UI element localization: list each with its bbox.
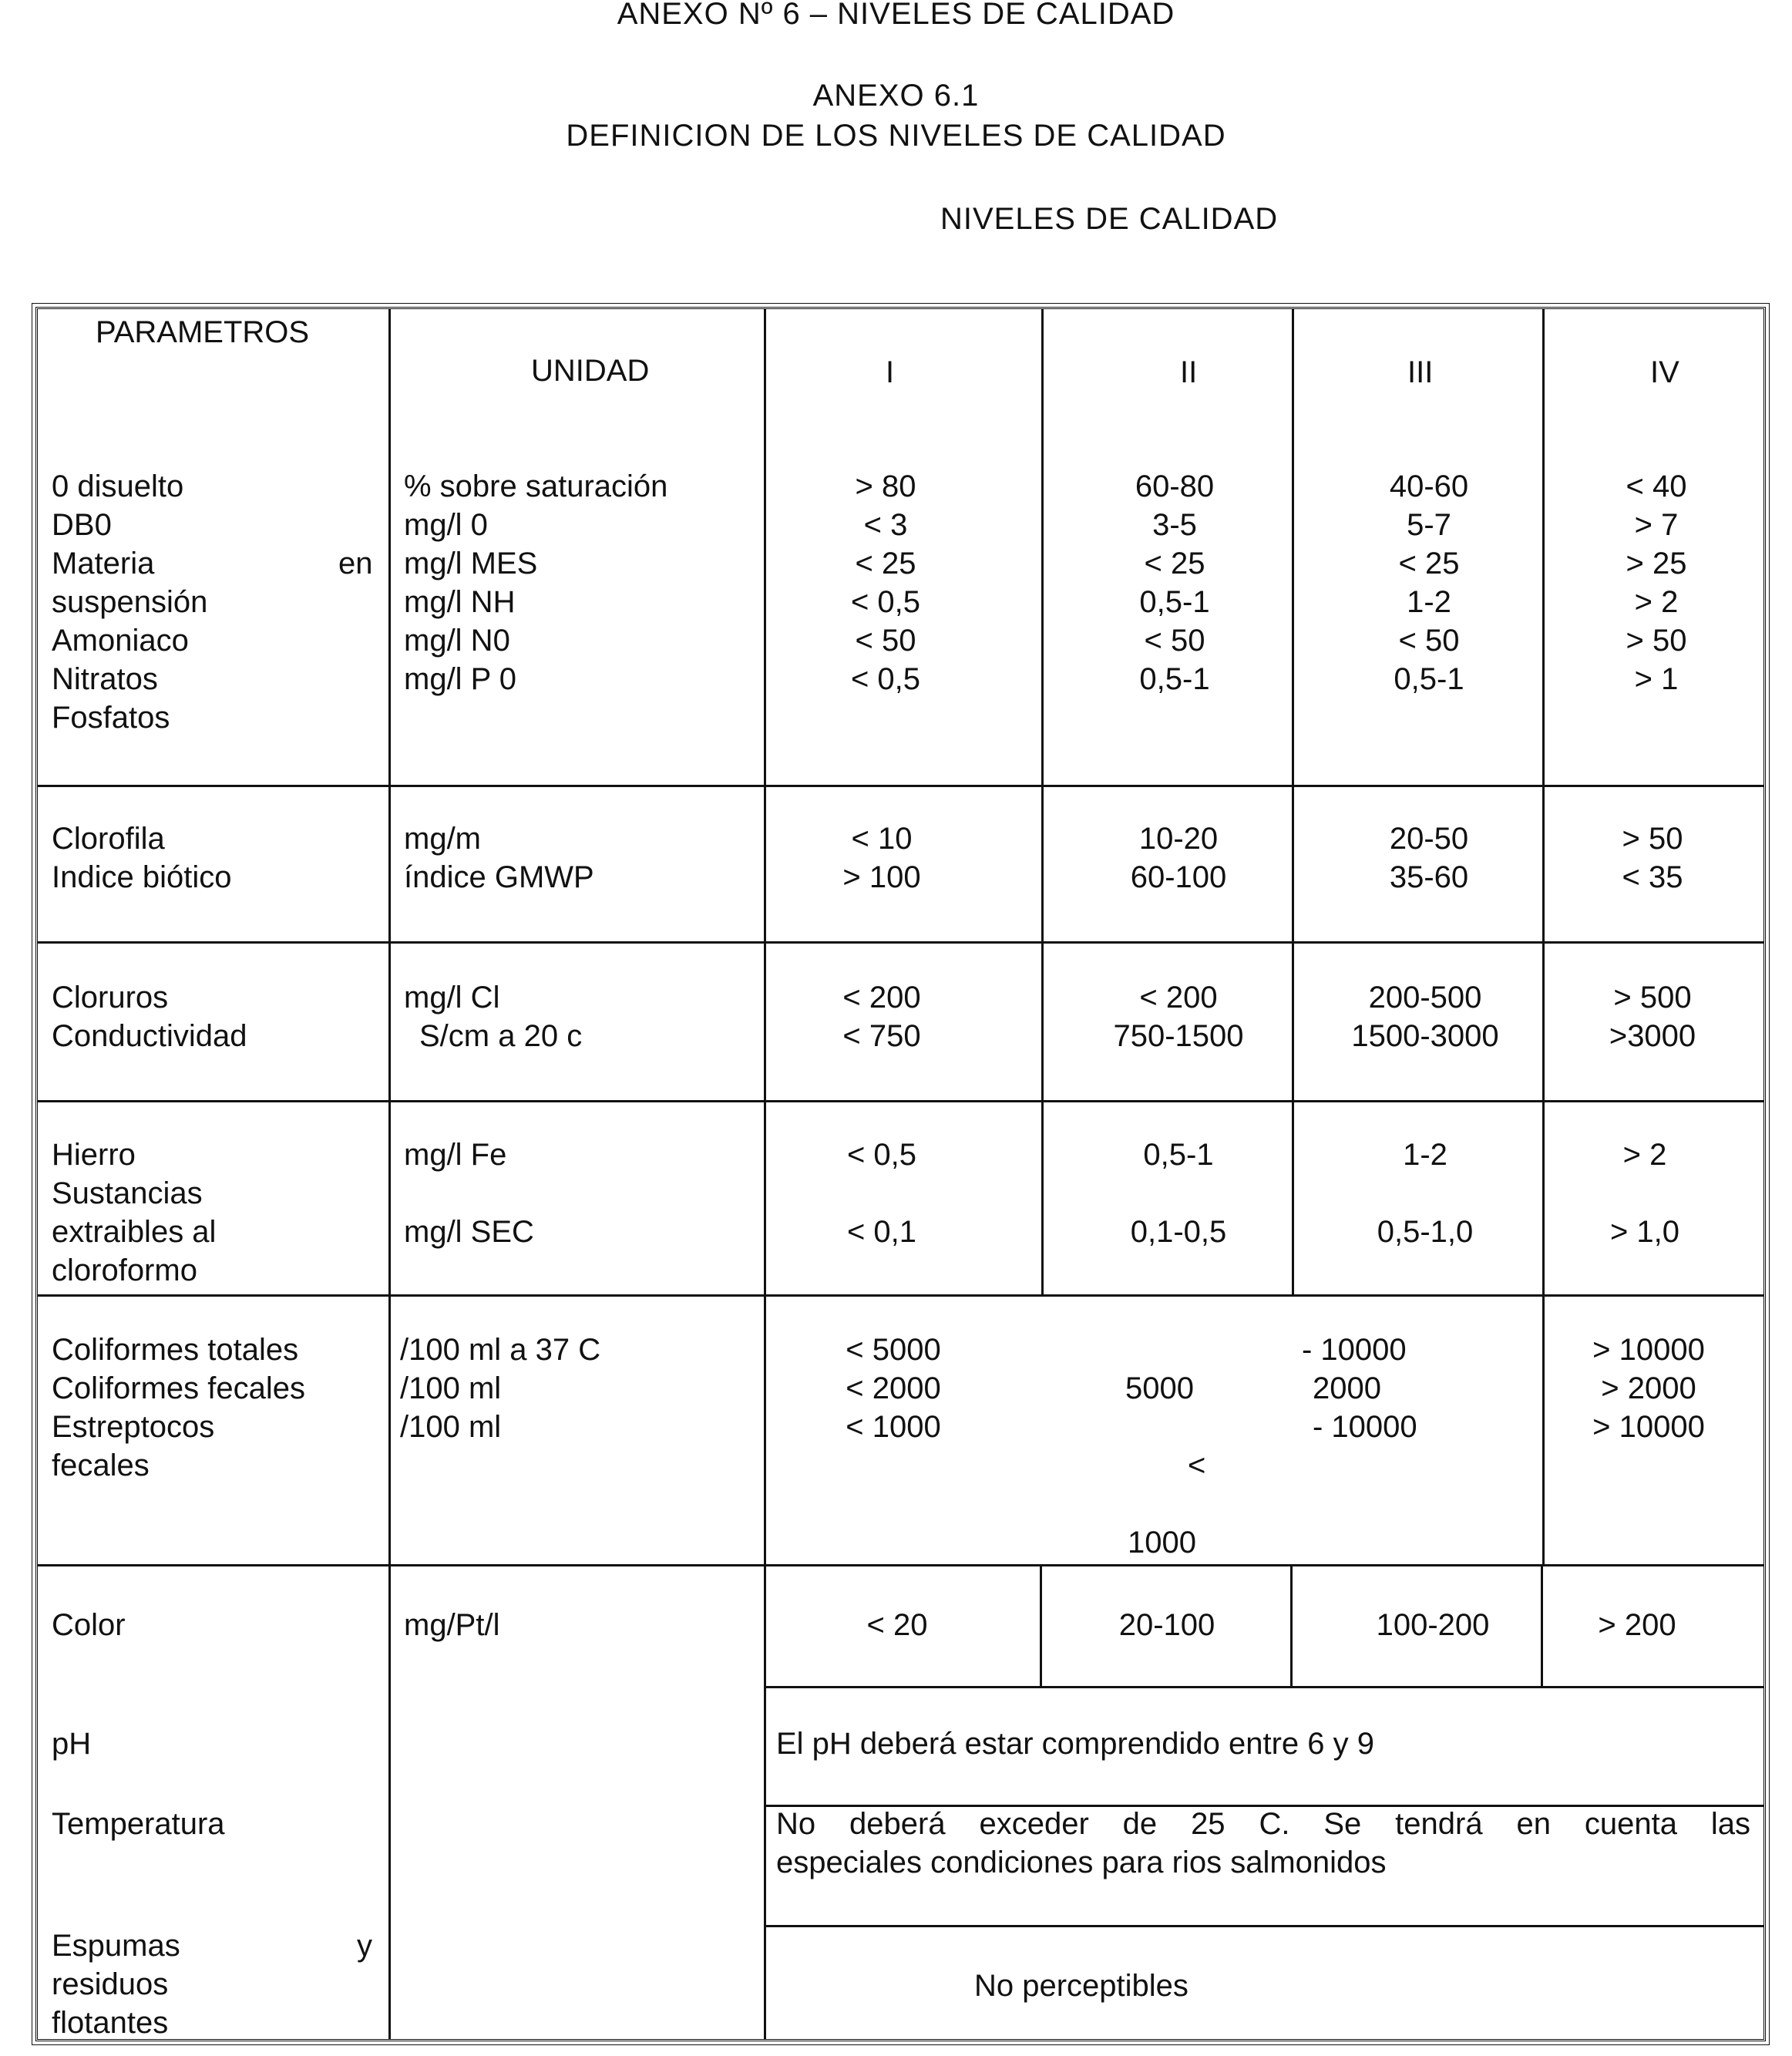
level-value: 10-20 — [1138, 822, 1219, 856]
level-value: > 2 — [1634, 585, 1679, 619]
column-line — [1542, 309, 1545, 1566]
level-value: < 2000 — [846, 1371, 941, 1405]
level-value: > 100 — [842, 860, 921, 894]
column-line — [764, 309, 766, 2039]
level-value: > 25 — [1626, 547, 1687, 580]
level-value: 1500-3000 — [1351, 1019, 1499, 1053]
level-value: < 50 — [855, 624, 916, 658]
header-l2-label: II — [1180, 355, 1198, 389]
level-value: < 0,1 — [846, 1215, 917, 1249]
param-fecales: fecales — [52, 1449, 150, 1482]
merged-value: < — [1188, 1449, 1206, 1482]
level-value: > 500 — [1613, 981, 1692, 1015]
header-param-label: PARAMETROS — [96, 315, 310, 349]
param-espumas-y: y — [357, 1929, 372, 1963]
param-oxygen: 0 disuelto — [52, 469, 184, 503]
unit-value: mg/l P 0 — [404, 662, 516, 696]
param-conductividad: Conductividad — [52, 1019, 247, 1053]
level-value: 0,1-0,5 — [1130, 1215, 1227, 1249]
level-value: > 2000 — [1601, 1371, 1696, 1405]
level-value: < 20 — [866, 1608, 928, 1642]
param-cloroformo: cloroformo — [52, 1253, 197, 1287]
unit-value: mg/l 0 — [404, 508, 488, 542]
param-hierro: Hierro — [52, 1138, 136, 1172]
level-value: < 50 — [1144, 624, 1205, 658]
level-value: 1-2 — [1403, 1138, 1447, 1172]
merged-value: 1000 — [1128, 1526, 1196, 1560]
definition-title: DEFINICION DE LOS NIVELES DE CALIDAD — [566, 119, 1226, 153]
header-l1-label: I — [886, 355, 895, 389]
levels-heading: NIVELES DE CALIDAD — [940, 202, 1279, 236]
level-value: 0,5-1 — [1139, 585, 1210, 619]
level-value: > 1 — [1634, 662, 1679, 696]
param-espumas: Espumas — [52, 1929, 180, 1963]
unit-value: mg/l Cl — [404, 981, 500, 1015]
unit-value: mg/l SEC — [404, 1215, 534, 1249]
level-value: 40-60 — [1389, 469, 1469, 503]
param-suspension: suspensión — [52, 585, 208, 619]
column-line — [1040, 1566, 1042, 1686]
unit-value: /100 ml a 37 C — [400, 1333, 601, 1367]
level-value: > 50 — [1622, 822, 1683, 856]
level-value: 20-50 — [1389, 822, 1469, 856]
level-value: < 200 — [1139, 981, 1218, 1015]
level-value: < 5000 — [846, 1333, 941, 1367]
foam-requirement: No perceptibles — [974, 1969, 1189, 2003]
level-value: 60-100 — [1130, 860, 1227, 894]
merged-value: 5000 — [1125, 1371, 1194, 1405]
merged-value: - 10000 — [1313, 1410, 1417, 1444]
level-value: 5-7 — [1407, 508, 1451, 542]
annex-title: ANEXO Nº 6 – NIVELES DE CALIDAD — [617, 0, 1175, 31]
param-residuos: residuos — [52, 1967, 169, 2001]
level-value: < 40 — [1626, 469, 1687, 503]
level-value: > 80 — [855, 469, 916, 503]
unit-value: mg/m — [404, 822, 481, 856]
param-dbo: DB0 — [52, 508, 112, 542]
level-value: < 25 — [855, 547, 916, 580]
level-value: > 1,0 — [1609, 1215, 1680, 1249]
level-value: 0,5-1 — [1139, 662, 1210, 696]
level-value: < 25 — [1398, 547, 1460, 580]
quality-levels-table — [35, 307, 1766, 2041]
level-value: < 200 — [842, 981, 921, 1015]
unit-value: /100 ml — [400, 1410, 502, 1444]
temperature-requirement-line2: especiales condiciones para rios salmonidos — [776, 1846, 1387, 1879]
level-value: 750-1500 — [1113, 1019, 1244, 1053]
param-coliformes-totales: Coliformes totales — [52, 1333, 299, 1367]
column-line — [1041, 309, 1044, 1297]
row-line — [764, 1925, 1763, 1927]
temperature-requirement-line1: No deberá exceder de 25 C. Se tendrá en cuenta las — [776, 1807, 1750, 1841]
merged-value: - 10000 — [1302, 1333, 1407, 1367]
row-group-4 — [38, 1102, 1763, 1297]
unit-value: mg/Pt/l — [404, 1608, 500, 1642]
param-nitratos: Nitratos — [52, 662, 158, 696]
param-materia: Materia — [52, 547, 155, 580]
unit-value: S/cm a 20 c — [419, 1019, 583, 1053]
level-value: < 10 — [851, 822, 913, 856]
unit-value: mg/l MES — [404, 547, 538, 580]
header-l3-label: III — [1407, 355, 1434, 389]
unit-value: índice GMWP — [404, 860, 594, 894]
header-l4-label: IV — [1650, 355, 1679, 389]
level-value: >3000 — [1609, 1019, 1696, 1053]
param-clorofila: Clorofila — [52, 822, 165, 856]
ph-requirement: El pH deberá estar comprendido entre 6 y 9 — [776, 1727, 1374, 1761]
level-value: 3-5 — [1152, 508, 1197, 542]
column-line — [1541, 1566, 1543, 1686]
level-value: < 750 — [842, 1019, 921, 1053]
level-value: < 0,5 — [850, 662, 921, 696]
level-value: < 1000 — [846, 1410, 941, 1444]
level-value: 1-2 — [1407, 585, 1451, 619]
param-flotantes: flotantes — [52, 2006, 169, 2040]
unit-value: % sobre saturación — [404, 469, 668, 503]
param-indice-biotico: Indice biótico — [52, 860, 232, 894]
level-value: > 10000 — [1592, 1333, 1705, 1367]
level-value: 200-500 — [1368, 981, 1482, 1015]
column-line — [1290, 1566, 1293, 1686]
row-line — [764, 1686, 1763, 1688]
unit-value: mg/l Fe — [404, 1138, 507, 1172]
level-value: 60-80 — [1135, 469, 1215, 503]
unit-value: mg/l NH — [404, 585, 516, 619]
column-line — [388, 309, 391, 2039]
level-value: < 50 — [1398, 624, 1460, 658]
level-value: > 2 — [1622, 1138, 1667, 1172]
param-fosfatos: Fosfatos — [52, 701, 170, 735]
param-cloruros: Cloruros — [52, 981, 169, 1015]
level-value: < 25 — [1144, 547, 1205, 580]
level-value: < 3 — [863, 508, 908, 542]
level-value: > 200 — [1598, 1608, 1676, 1642]
level-value: > 7 — [1634, 508, 1679, 542]
param-sustancias: Sustancias — [52, 1176, 203, 1210]
param-ph: pH — [52, 1727, 92, 1761]
level-value: 20-100 — [1118, 1608, 1215, 1642]
merged-value: 2000 — [1313, 1371, 1381, 1405]
param-color: Color — [52, 1608, 126, 1642]
column-line — [1292, 309, 1294, 1297]
param-materia-en: en — [338, 547, 373, 580]
level-value: 0,5-1,0 — [1377, 1215, 1474, 1249]
level-value: 100-200 — [1376, 1608, 1490, 1642]
param-amoniaco: Amoniaco — [52, 624, 189, 658]
param-estreptocos: Estreptocos — [52, 1410, 215, 1444]
unit-value: mg/l N0 — [404, 624, 510, 658]
level-value: 0,5-1 — [1143, 1138, 1214, 1172]
level-value: 35-60 — [1389, 860, 1469, 894]
level-value: 0,5-1 — [1394, 662, 1464, 696]
level-value: < 35 — [1622, 860, 1683, 894]
subannex-title: ANEXO 6.1 — [812, 79, 980, 113]
level-value: > 50 — [1626, 624, 1687, 658]
param-coliformes-fecales: Coliformes fecales — [52, 1371, 306, 1405]
header-unit-label: UNIDAD — [531, 354, 650, 388]
level-value: < 0,5 — [850, 585, 921, 619]
unit-value: /100 ml — [400, 1371, 502, 1405]
level-value: < 0,5 — [846, 1138, 917, 1172]
level-value: > 10000 — [1592, 1410, 1705, 1444]
param-temperatura: Temperatura — [52, 1807, 225, 1841]
param-extraibles: extraibles al — [52, 1215, 217, 1249]
